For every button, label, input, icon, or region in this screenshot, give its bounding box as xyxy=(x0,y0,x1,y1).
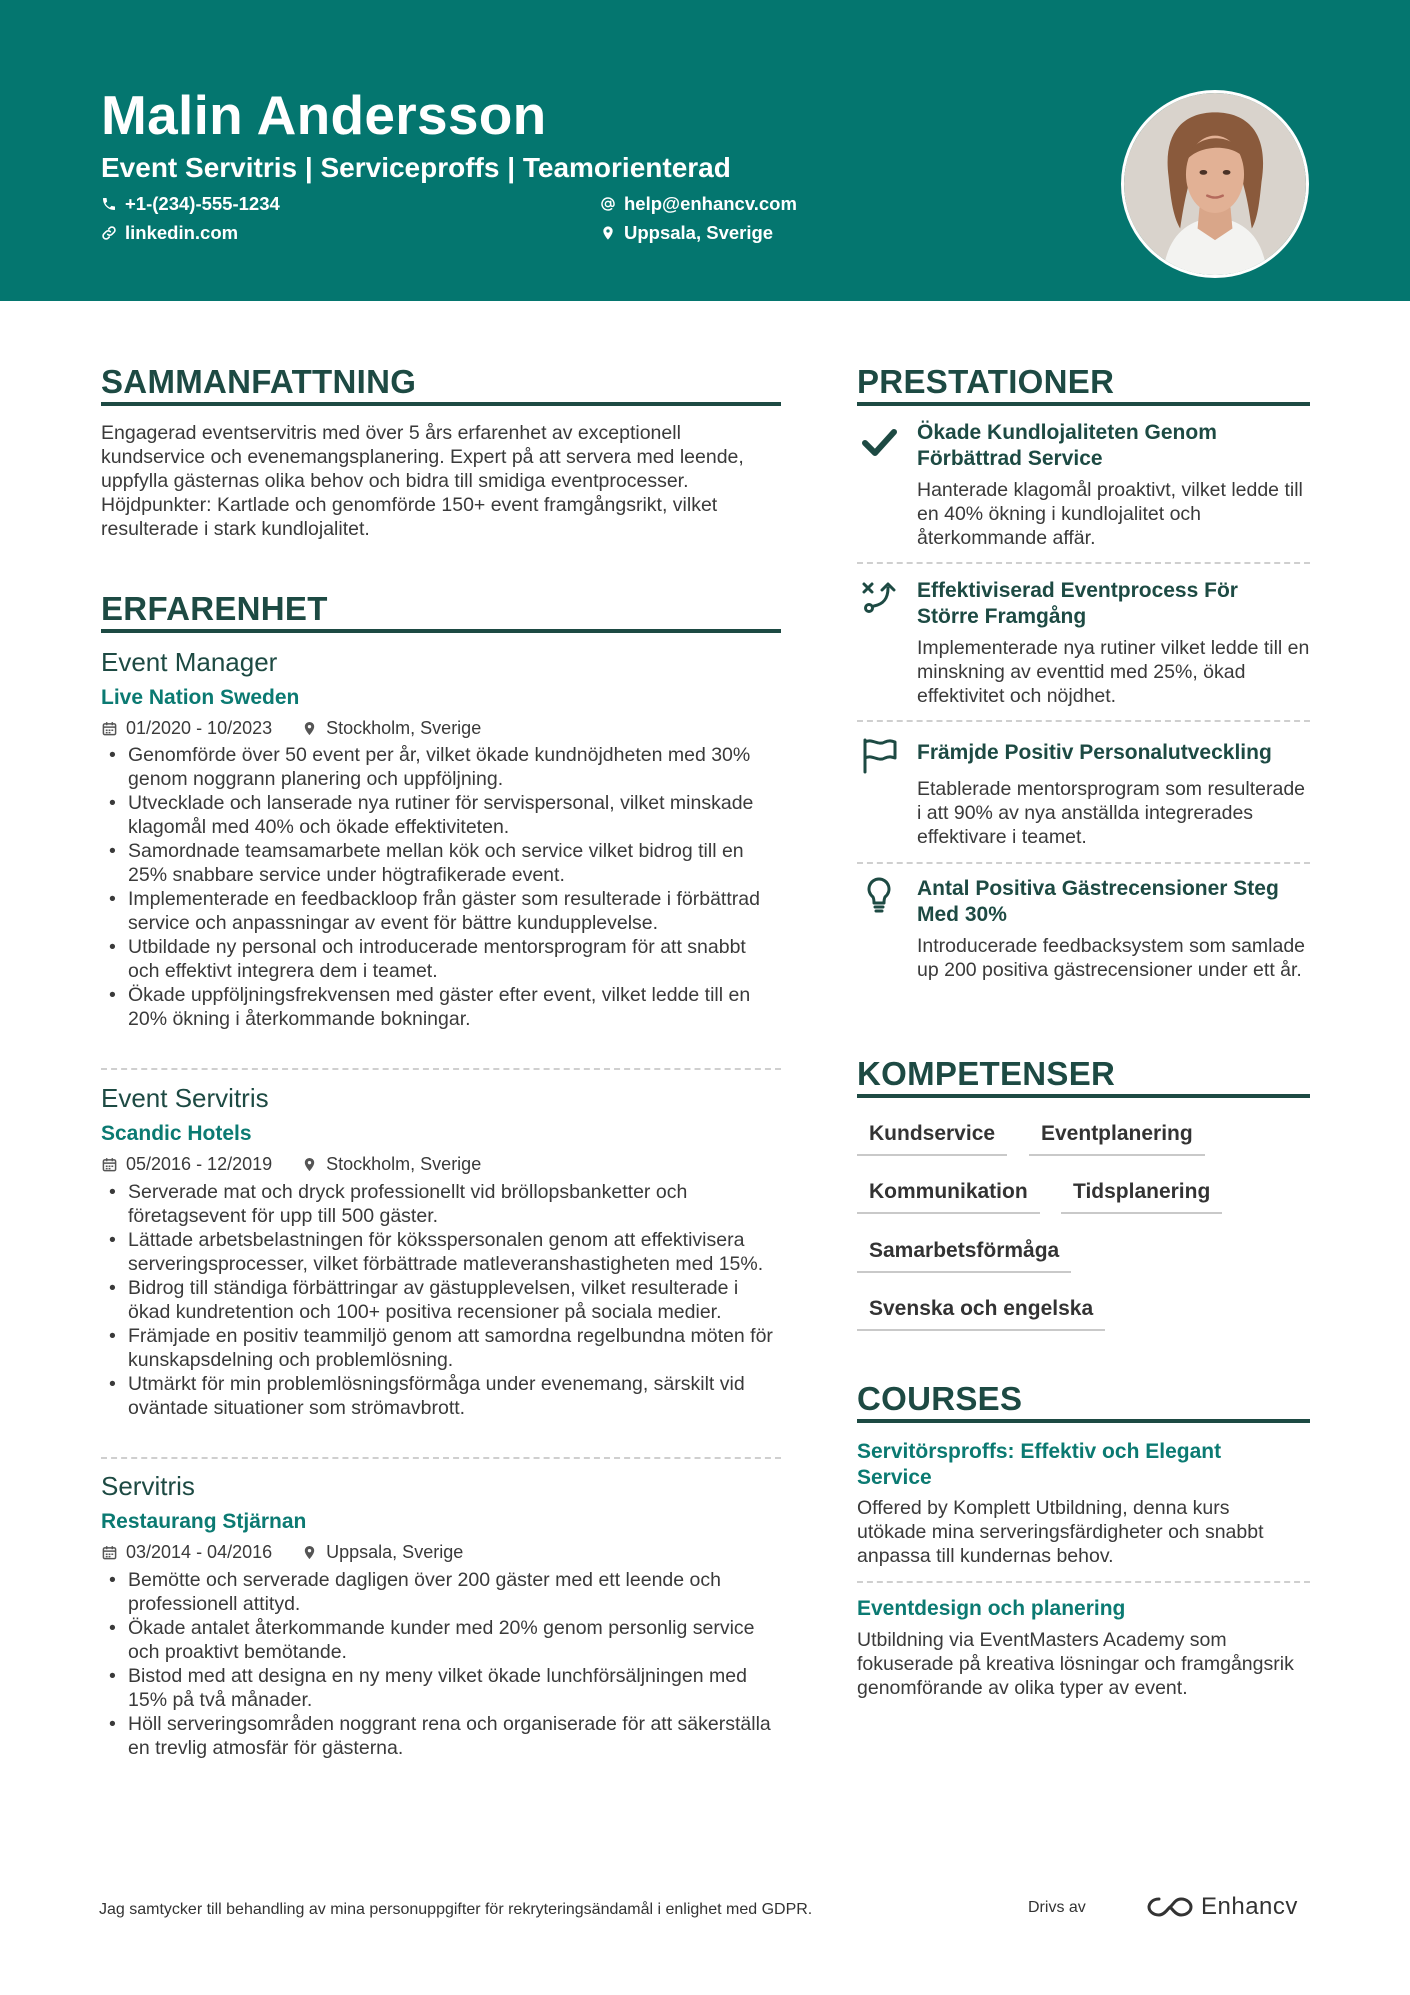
list-item: • Bistod med att designa en ny meny vilket ökade lunchförsäljningen med 15% på två månader. xyxy=(101,1664,781,1712)
headline: Event Servitris | Serviceproffs | Teamorienterad xyxy=(101,152,731,183)
job-location: Stockholm, Sverige xyxy=(326,1154,482,1174)
list-item: • Bemötte och serverade dagligen över 200 gäster med ett leende och professionell attityd. xyxy=(101,1568,781,1616)
achievement-text: Etablerade mentorsprogram som resulterade i att 90% av nya anställda integrerades effektivare i teamet. xyxy=(917,778,1306,848)
strategy-icon xyxy=(860,578,898,616)
checkmark-icon xyxy=(860,423,898,461)
list-item: • Samordnade teamsamarbete mellan kök och service vilket bidrog till en 25% snabbare service under högtrafikerade event. xyxy=(101,839,781,887)
job-dates: 03/2014 - 04/2016 xyxy=(126,1542,273,1562)
portrait-illustration xyxy=(1124,93,1306,275)
list-item: • Implementerade en feedbackloop från gäster som resulterade i förbättrad service och anpassningar av event för bättre kundupplevelse. xyxy=(101,887,781,935)
achievement-text: Implementerade nya rutiner vilket ledde till en minskning av eventtid med 25%, ökad effektivitet och nöjdhet. xyxy=(917,637,1310,707)
achievements-rule xyxy=(857,402,1310,406)
list-item: • Genomförde över 50 event per år, vilket ökade kundnöjdheten med 30% genom noggrann planering och uppföljning. xyxy=(101,743,781,791)
skill-tag: Samarbetsförmåga xyxy=(857,1237,1071,1273)
job-dates: 01/2020 - 10/2023 xyxy=(126,718,273,738)
link-icon xyxy=(101,225,117,241)
job-location: Stockholm, Sverige xyxy=(326,718,482,738)
phone-icon xyxy=(101,196,117,212)
course-title: Servitörsproffs: Effektiv och Elegant Service xyxy=(857,1440,1222,1489)
summary-rule xyxy=(101,402,781,406)
list-item: • Höll serveringsområden noggrant rena och organiserade för att säkerställa en trevlig atmosfär för gästerna. xyxy=(101,1712,781,1760)
candidate-name: Malin Andersson xyxy=(101,84,547,146)
skill-tag: Kommunikation xyxy=(857,1178,1040,1214)
header-banner xyxy=(0,0,1410,301)
location-pin-icon xyxy=(302,1545,317,1560)
achievement-text: Introducerade feedbacksystem som samlade up 200 positiva gästrecensioner under ett år. xyxy=(917,935,1306,981)
divider xyxy=(101,1457,781,1459)
infinity-icon xyxy=(1147,1895,1193,1919)
course-text: Utbildning via EventMasters Academy som fokuserade på kreativa lösningar och framgångsrik genomförande av olika typer av event. xyxy=(857,1629,1294,1699)
at-icon xyxy=(600,196,616,212)
list-item: • Utmärkt för min problemlösningsförmåga under evenemang, särskilt vid oväntade situationer som strömavbrott. xyxy=(101,1372,781,1420)
experience-rule xyxy=(101,629,781,633)
achievement-title: Främjde Positiv Personalutveckling xyxy=(917,741,1272,764)
brand-name: Enhancv xyxy=(1201,1893,1298,1920)
skill-tag: Eventplanering xyxy=(1029,1120,1205,1156)
course-title: Eventdesign och planering xyxy=(857,1597,1126,1620)
job-meta xyxy=(102,1541,463,1563)
divider xyxy=(101,1068,781,1070)
calendar-icon xyxy=(102,721,117,736)
calendar-icon xyxy=(102,1545,117,1560)
contact-location xyxy=(600,221,773,245)
job-bullets xyxy=(101,1568,781,1760)
contact-email[interactable] xyxy=(600,192,797,216)
summary-heading: SAMMANFATTNING xyxy=(101,363,417,400)
powered-by-label: Drivs av xyxy=(1028,1899,1086,1916)
location-pin-icon xyxy=(302,721,317,736)
job-meta xyxy=(102,1153,481,1175)
email-text: help@enhancv.com xyxy=(624,193,797,214)
job-company: Scandic Hotels xyxy=(101,1122,252,1145)
job-role: Servitris xyxy=(101,1471,195,1501)
phone-text: +1-(234)-555-1234 xyxy=(125,193,280,214)
skills-rule xyxy=(857,1094,1310,1098)
experience-heading: ERFARENHET xyxy=(101,590,328,627)
job-company: Restaurang Stjärnan xyxy=(101,1510,307,1533)
job-company: Live Nation Sweden xyxy=(101,686,300,709)
divider xyxy=(857,862,1310,864)
calendar-icon xyxy=(102,1157,117,1172)
contact-phone[interactable] xyxy=(101,192,280,216)
divider xyxy=(857,562,1310,564)
enhancv-logo[interactable] xyxy=(1147,1893,1298,1921)
job-bullets xyxy=(101,1180,781,1420)
achievement-title: Ökade Kundlojaliteten Genom Förbättrad Service xyxy=(917,421,1217,470)
achievement-title: Effektiviserad Eventprocess För Större Framgång xyxy=(917,579,1238,628)
contact-linkedin[interactable] xyxy=(101,221,238,245)
job-location: Uppsala, Sverige xyxy=(326,1542,464,1562)
lightbulb-icon xyxy=(860,876,898,914)
location-text: Uppsala, Sverige xyxy=(624,222,774,243)
job-bullets xyxy=(101,743,781,1031)
summary-text: Engagerad eventservitris med över 5 års erfarenhet av exceptionell kundservice och evenemangsplanering. Expert på att servera med leende, uppfylla gästernas olika behov och bidra till smidiga eventprocesser. Höjdpunkter: Kartlade och genomförde 150+ event framgångsrikt, vilket resulterade i stark kundlojalitet. xyxy=(101,422,744,540)
list-item: • Lättade arbetsbelastningen för köksspersonalen genom att effektivisera serveringsprocesser, vilket förbättrade matleveranshastigheten med 15%. xyxy=(101,1228,781,1276)
flag-icon xyxy=(860,736,898,774)
list-item: • Utbildade ny personal och introducerade mentorsprogram för att snabbt och effektivt integrera dem i teamet. xyxy=(101,935,781,983)
divider xyxy=(857,1581,1310,1583)
gdpr-consent: Jag samtycker till behandling av mina personuppgifter för rekryteringsändamål i enlighet med GDPR. xyxy=(99,1901,813,1918)
skills-heading: KOMPETENSER xyxy=(857,1055,1116,1092)
job-role: Event Servitris xyxy=(101,1083,269,1113)
list-item: • Främjade en positiv teammiljö genom att samordna regelbundna möten för kunskapsdelning och problemlösning. xyxy=(101,1324,781,1372)
location-pin-icon xyxy=(600,225,616,241)
achievement-text: Hanterade klagomål proaktivt, vilket ledde till en 40% ökning i kundlojalitet och återkommande affär. xyxy=(917,479,1303,549)
job-meta xyxy=(102,717,481,739)
skill-tag: Tidsplanering xyxy=(1061,1178,1222,1214)
courses-heading: COURSES xyxy=(857,1380,1023,1417)
list-item: • Bidrog till ständiga förbättringar av gästupplevelsen, vilket resulterade i ökad kundretention och 100+ positiva recensioner på sociala medier. xyxy=(101,1276,781,1324)
list-item: • Serverade mat och dryck professionellt vid bröllopsbanketter och företagsevent för upp till 500 gäster. xyxy=(101,1180,781,1228)
list-item: • Utvecklade och lanserade nya rutiner för servispersonal, vilket minskade klagomål med 40% och ökade effektiviteten. xyxy=(101,791,781,839)
skill-tag: Kundservice xyxy=(857,1120,1007,1156)
location-pin-icon xyxy=(302,1157,317,1172)
linkedin-text: linkedin.com xyxy=(125,222,239,243)
achievements-heading: PRESTATIONER xyxy=(857,363,1115,400)
divider xyxy=(857,720,1310,722)
courses-rule xyxy=(857,1419,1310,1423)
list-item: • Ökade antalet återkommande kunder med 20% genom personlig service och proaktivt bemötande. xyxy=(101,1616,781,1664)
skill-tag: Svenska och engelska xyxy=(857,1295,1105,1331)
profile-photo xyxy=(1121,90,1309,278)
achievement-title: Antal Positiva Gästrecensioner Steg Med 30% xyxy=(917,877,1279,926)
course-text: Offered by Komplett Utbildning, denna kurs utökade mina serveringsfärdigheter och snabbt anpassa till kundernas behov. xyxy=(857,1497,1264,1567)
job-dates: 05/2016 - 12/2019 xyxy=(126,1154,273,1174)
job-role: Event Manager xyxy=(101,647,278,677)
list-item: • Ökade uppföljningsfrekvensen med gäster efter event, vilket ledde till en 20% ökning i återkommande bokningar. xyxy=(101,983,781,1031)
